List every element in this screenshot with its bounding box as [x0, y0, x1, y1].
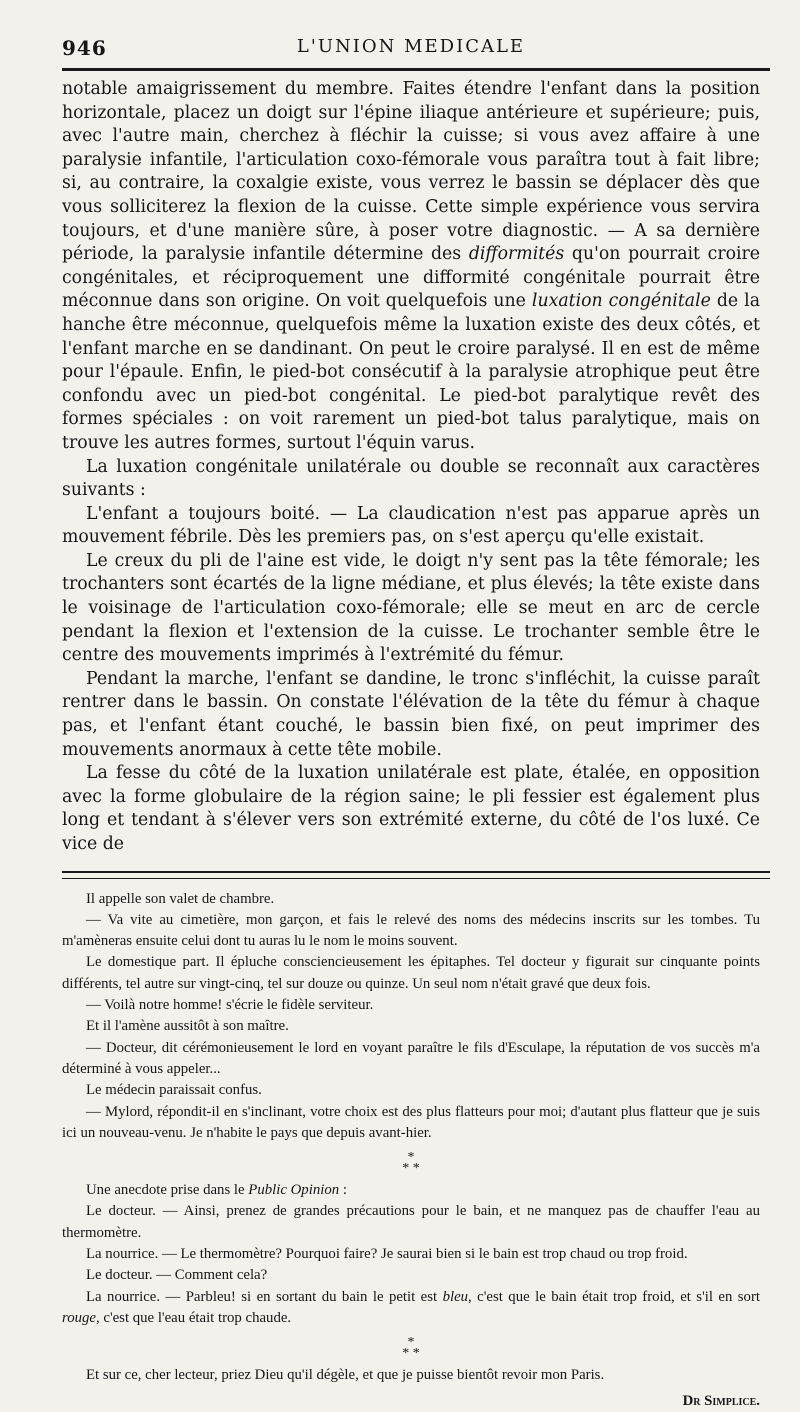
feuilleton-paragraph: Il appelle son valet de chambre. [86, 890, 275, 907]
feuilleton-paragraph [62, 1287, 760, 1330]
text-run: La nourrice. — Parbleu! si en sortant du bain le petit est [86, 1288, 443, 1305]
text-run: , c'est que le bain était trop froid, et s'il en sort [468, 1288, 760, 1305]
page-header [62, 0, 760, 70]
text-run: : [339, 1182, 347, 1199]
paragraph-6: La fesse du côté de la luxation unilatérale est plate, étalée, en opposition avec la forme globulaire de la région saine; le pli fessier est également plus long et tendant à s'élever vers son extrémité externe, du côté de l'os luxé. Ce vice de [62, 763, 760, 854]
feuilleton-paragraph: — Va vite au cimetière, mon garçon, et fais le relevé des noms des médecins inscrits sur les tombes. Tu m'amèneras ensuite celui dont tu auras lu le nom le moins souvent. [62, 911, 760, 950]
text-run: qu'on pourrait croire congénitales, et réciproquement une difformité congénitale pourrait être méconnue dans son origine. On voit quelquefois une [62, 244, 760, 312]
feuilleton-paragraph: Le médecin paraissait confus. [86, 1082, 262, 1099]
feuilleton-paragraph [62, 1180, 760, 1201]
paragraph-4: Le creux du pli de l'aine est vide, le doigt n'y sent pas la tête fémorale; les trochanters sont écartés de la ligne médiane, et plus élevés; la tête existe dans le voisinage de l'articulation coxo-fémorale; elle se meut en arc de cercle pendant la flexion et l'extension de la cuisse. Le trochanter semble être le centre des mouvements imprimés à l'extrémité du fémur. [62, 550, 760, 666]
page-number: 946 [62, 36, 107, 60]
feuilleton-paragraph: Le domestique part. Il épluche consciencieusement les épitaphes. Tel docteur y figurait sur cinquante points différents, tel autre sur vingt-cinq, tel sur douze ou quinze. Un seul nom n'était gravé que deux fois. [62, 954, 760, 992]
feuilleton-paragraph: Le docteur. — Comment cela? [86, 1267, 268, 1284]
feuilleton-paragraph: Et il l'amène aussitôt à son maître. [86, 1018, 289, 1035]
running-title: L'UNION MEDICALE [296, 36, 526, 57]
feuilleton-section [62, 889, 760, 1412]
paragraph-2: La luxation congénitale unilatérale ou double se reconnaît aux caractères suivants : [62, 456, 760, 501]
header-rule [62, 68, 770, 71]
feuilleton-paragraph: — Voilà notre homme! s'écrie le fidèle serviteur. [86, 997, 374, 1014]
paragraph-5: Pendant la marche, l'enfant se dandine, le tronc s'infléchit, la cuisse paraît rentrer dans le bassin. On constate l'élévation de la tête du fémur à chaque pas, et l'enfant étant couché, le bassin bien fixé, on peut imprimer des mouvements anormaux à cette tête mobile. [62, 668, 760, 760]
italic-term: difformités [468, 244, 565, 265]
feuilleton-paragraph: Et sur ce, cher lecteur, priez Dieu qu'il dégèle, et que je puisse bientôt revoir mon Paris. [86, 1367, 605, 1384]
text-run: de la hanche être méconnue, quelquefois même la luxation existe des deux côtés, et l'enfant marche en se dandinant. On peut le croire paralysé. Il en est de même pour l'épaule. Enfin, le pied-bot consécutif à la paralysie atrophique peut être confondu avec un pied-bot congénital. Le pied-bot paralytique revêt des formes spéciales : on voit rarement un pied-bot talus paralytique, mais on trouve les autres formes, surtout l'équin varus. [62, 291, 761, 453]
text-run: notable amaigrissement du membre. Faites étendre l'enfant dans la position horizontale, placez un doigt sur l'épine iliaque antérieure et supérieure; puis, avec l'autre main, cherchez à fléchir la cuisse; si vous avez affaire à une paralysie infantile, l'articulation coxo-fémorale vous paraîtra tout à fait libre; si, au contraire, la coxalgie existe, vous verrez le bassin se déplacer dès que vous solliciterez la flexion de la cuisse. Cette simple expérience vous servira toujours, et d'une manière sûre, à poser votre diagnostic. — A sa dernière période, la paralysie infantile détermine des [62, 79, 760, 265]
feuilleton-paragraph: Le docteur. — Ainsi, prenez de grandes précautions pour le bain, et ne manquez pas de chauffer l'eau au thermomètre. [62, 1203, 760, 1241]
paragraph-1 [62, 78, 760, 456]
asterism-divider: * * * [402, 1335, 420, 1362]
feuilleton-separator [62, 871, 770, 879]
paragraph-3: L'enfant a toujours boité. — La claudication n'est pas apparue après un mouvement fébrile. Dès les premiers pas, on s'est aperçu qu'elle existait. [62, 503, 760, 548]
italic-title: Public Opinion [248, 1182, 340, 1199]
italic-word: bleu [442, 1288, 469, 1305]
author-signature: Dr Simplice. [682, 1392, 760, 1409]
feuilleton-paragraph: La nourrice. — Le thermomètre? Pourquoi faire? Je saurai bien si le bain est trop chaud ou trop froid. [86, 1246, 688, 1263]
text-run: , c'est que l'eau était trop chaude. [95, 1309, 292, 1326]
italic-word: rouge [62, 1309, 96, 1326]
feuilleton-paragraph: — Docteur, dit cérémonieusement le lord en voyant paraître le fils d'Esculape, la réputation de vos succès m'a déterminé à vous appeler... [62, 1039, 760, 1077]
feuilleton-paragraph: — Mylord, répondit-il en s'inclinant, votre choix est des plus flatteurs pour moi; d'autant plus flatteur que je suis ici un nouveau-venu. Je n'habite le pays que depuis avant-hier. [62, 1103, 760, 1141]
main-article [62, 78, 760, 857]
asterism-divider: * * * [402, 1150, 420, 1177]
text-run: Une anecdote prise dans le [86, 1182, 249, 1199]
italic-term: luxation congénitale [531, 291, 711, 312]
